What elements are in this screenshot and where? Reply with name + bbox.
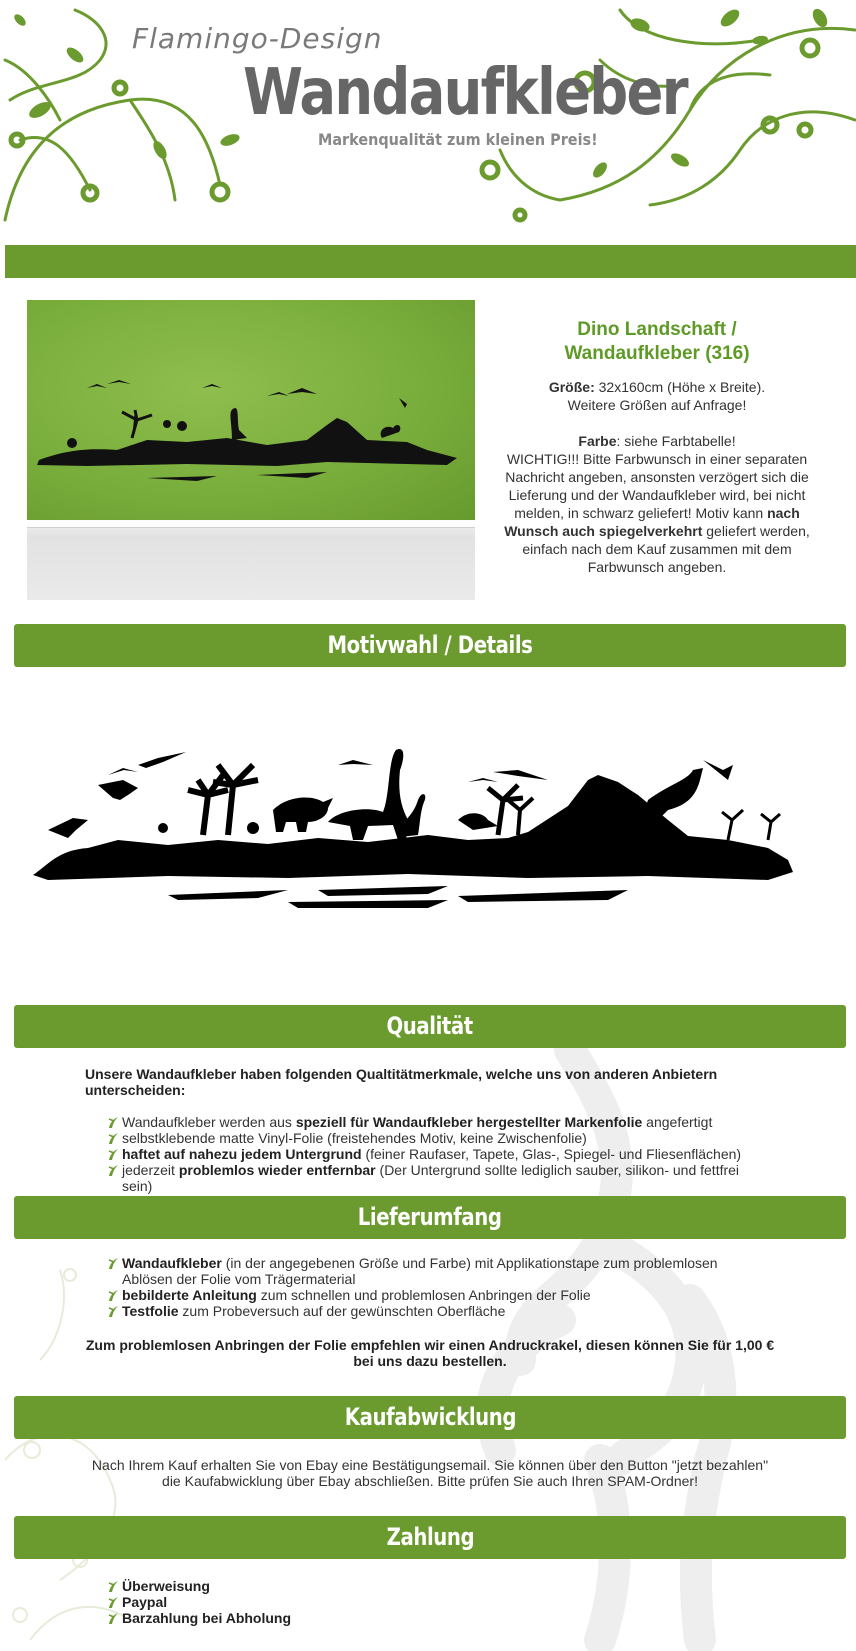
list-item-text: jederzeit <box>122 1162 179 1178</box>
product-title-line1: Dino Landschaft / <box>577 319 737 340</box>
kaufabwicklung-text: Nach Ihrem Kauf erhalten Sie von Ebay eine Bestätigungsemail. Sie können über den Button "jetzt bezahlen" die Kaufabwicklung über Ebay abschließen. Bitte prüfen Sie auch Ihren SPAM-Ordner! <box>91 1457 769 1489</box>
section-header-qualitaet <box>14 1005 846 1048</box>
brand-name-small: Flamingo-Design <box>132 22 383 55</box>
product-size <box>492 378 822 414</box>
list-item-bold: speziell für Wandaufkleber hergestellter Markenfolie <box>295 1114 643 1130</box>
list-item <box>107 1610 507 1626</box>
leaf-bullet-icon <box>107 1256 119 1270</box>
section-title-kaufabwicklung: Kaufabwicklung <box>344 1403 516 1431</box>
list-item <box>107 1287 767 1303</box>
header-divider-bar <box>5 245 856 278</box>
lieferumfang-content <box>107 1255 767 1319</box>
list-item <box>107 1255 767 1287</box>
product-color-info <box>492 432 822 576</box>
list-item-text: zum Probeversuch auf der gewünschten Oberfläche <box>178 1303 506 1319</box>
important-note-bold: nach Wunsch auch spiegelverkehrt <box>504 505 800 539</box>
list-item <box>107 1578 507 1594</box>
list-item-text: (in der angegebenen Größe und Farbe) mit Applikationstape zum problemlosen Ablösen der Folie vom Trägermaterial <box>122 1255 718 1287</box>
qualitaet-list <box>107 1114 765 1194</box>
list-item-bold: bebilderte Anleitung <box>122 1287 257 1303</box>
product-photo <box>27 300 475 600</box>
list-item-text: Wandaufkleber werden aus <box>122 1114 296 1130</box>
section-header-kaufabwicklung <box>14 1396 846 1439</box>
section-title-motiv: Motivwahl / Details <box>327 631 533 659</box>
qualitaet-intro: Unsere Wandaufkleber haben folgenden Qualtitätmerkmale, welche uns von anderen Anbietern unterscheiden: <box>85 1066 718 1098</box>
zahlung-list <box>107 1578 507 1626</box>
size-note: Weitere Größen auf Anfrage! <box>567 397 747 413</box>
list-item-text-end: (feiner Raufaser, Tapete, Glas-, Spiegel- und Fliesenflächen) <box>361 1146 742 1162</box>
leaf-bullet-icon <box>107 1163 119 1177</box>
section-title-qualitaet: Qualität <box>386 1012 474 1040</box>
list-item-text: selbstklebende matte Vinyl-Folie (freistehendes Motiv, keine Zwischenfolie) <box>122 1130 587 1146</box>
dino-landscape-motif <box>28 740 828 910</box>
list-item-text-end: (Der Untergrund sollte lediglich sauber, silikon- und fettfrei sein) <box>122 1162 740 1194</box>
list-item <box>107 1114 765 1130</box>
list-item <box>107 1303 767 1319</box>
list-item <box>107 1594 507 1610</box>
important-note: WICHTIG!!! Bitte Farbwunsch in einer separaten Nachricht angeben, ansonsten verzögert sich die Lieferung und der Wandaufkleber wird, bei nicht melden, in schwarz geliefert! Motiv kann <box>505 451 809 521</box>
dino-silhouette-preview <box>27 300 475 600</box>
list-item-bold: Wandaufkleber <box>122 1255 222 1271</box>
qualitaet-content <box>85 1066 765 1194</box>
size-value: 32x160cm (Höhe x Breite). <box>594 379 766 395</box>
list-item-bold: problemlos wieder entfernbar <box>178 1162 376 1178</box>
list-item-bold: Testfolie <box>122 1303 179 1319</box>
section-title-zahlung: Zahlung <box>386 1523 474 1551</box>
color-value: : siehe Farbtabelle! <box>616 433 736 449</box>
section-header-lieferumfang <box>14 1196 846 1239</box>
leaf-bullet-icon <box>107 1131 119 1145</box>
important-note-end: geliefert werden, einfach nach dem Kauf zusammen mit dem Farbwunsch angeben. <box>522 523 810 575</box>
brand-name-large: Wandaufkleber <box>243 56 687 130</box>
size-label: Größe: <box>548 379 595 395</box>
section-header-zahlung <box>14 1516 846 1559</box>
payment-method: Überweisung <box>122 1578 210 1594</box>
product-title <box>492 318 822 366</box>
leaf-bullet-icon <box>107 1147 119 1161</box>
leaf-bullet-icon <box>107 1611 119 1625</box>
list-item <box>107 1146 765 1162</box>
list-item-text: zum schnellen und problemlosen Anbringen der Folie <box>256 1287 591 1303</box>
leaf-bullet-icon <box>107 1304 119 1318</box>
leaf-bullet-icon <box>107 1595 119 1609</box>
andruckrakel-note: Zum problemlosen Anbringen der Folie empfehlen wir einen Andruckrakel, diesen können Sie für 1,00 € bei uns dazu bestellen. <box>85 1337 775 1369</box>
leaf-bullet-icon <box>107 1115 119 1129</box>
list-item-text-end: angefertigt <box>642 1114 713 1130</box>
list-item <box>107 1130 765 1146</box>
lieferumfang-list <box>107 1255 767 1319</box>
section-header-motiv <box>14 624 846 667</box>
leaf-bullet-icon <box>107 1288 119 1302</box>
leaf-bullet-icon <box>107 1579 119 1593</box>
brand-tagline: Markenqualität zum kleinen Preis! <box>318 130 598 149</box>
product-title-line2: Wandaufkleber (316) <box>564 343 750 364</box>
header-banner <box>0 0 856 240</box>
list-item-bold: haftet auf nahezu jedem Untergrund <box>122 1146 362 1162</box>
list-item <box>107 1162 765 1194</box>
color-label: Farbe <box>578 433 617 449</box>
section-title-lieferumfang: Lieferumfang <box>358 1203 502 1231</box>
zahlung-content <box>107 1578 507 1626</box>
payment-method: Barzahlung bei Abholung <box>122 1610 292 1626</box>
payment-method: Paypal <box>122 1594 168 1610</box>
product-description <box>492 318 822 594</box>
